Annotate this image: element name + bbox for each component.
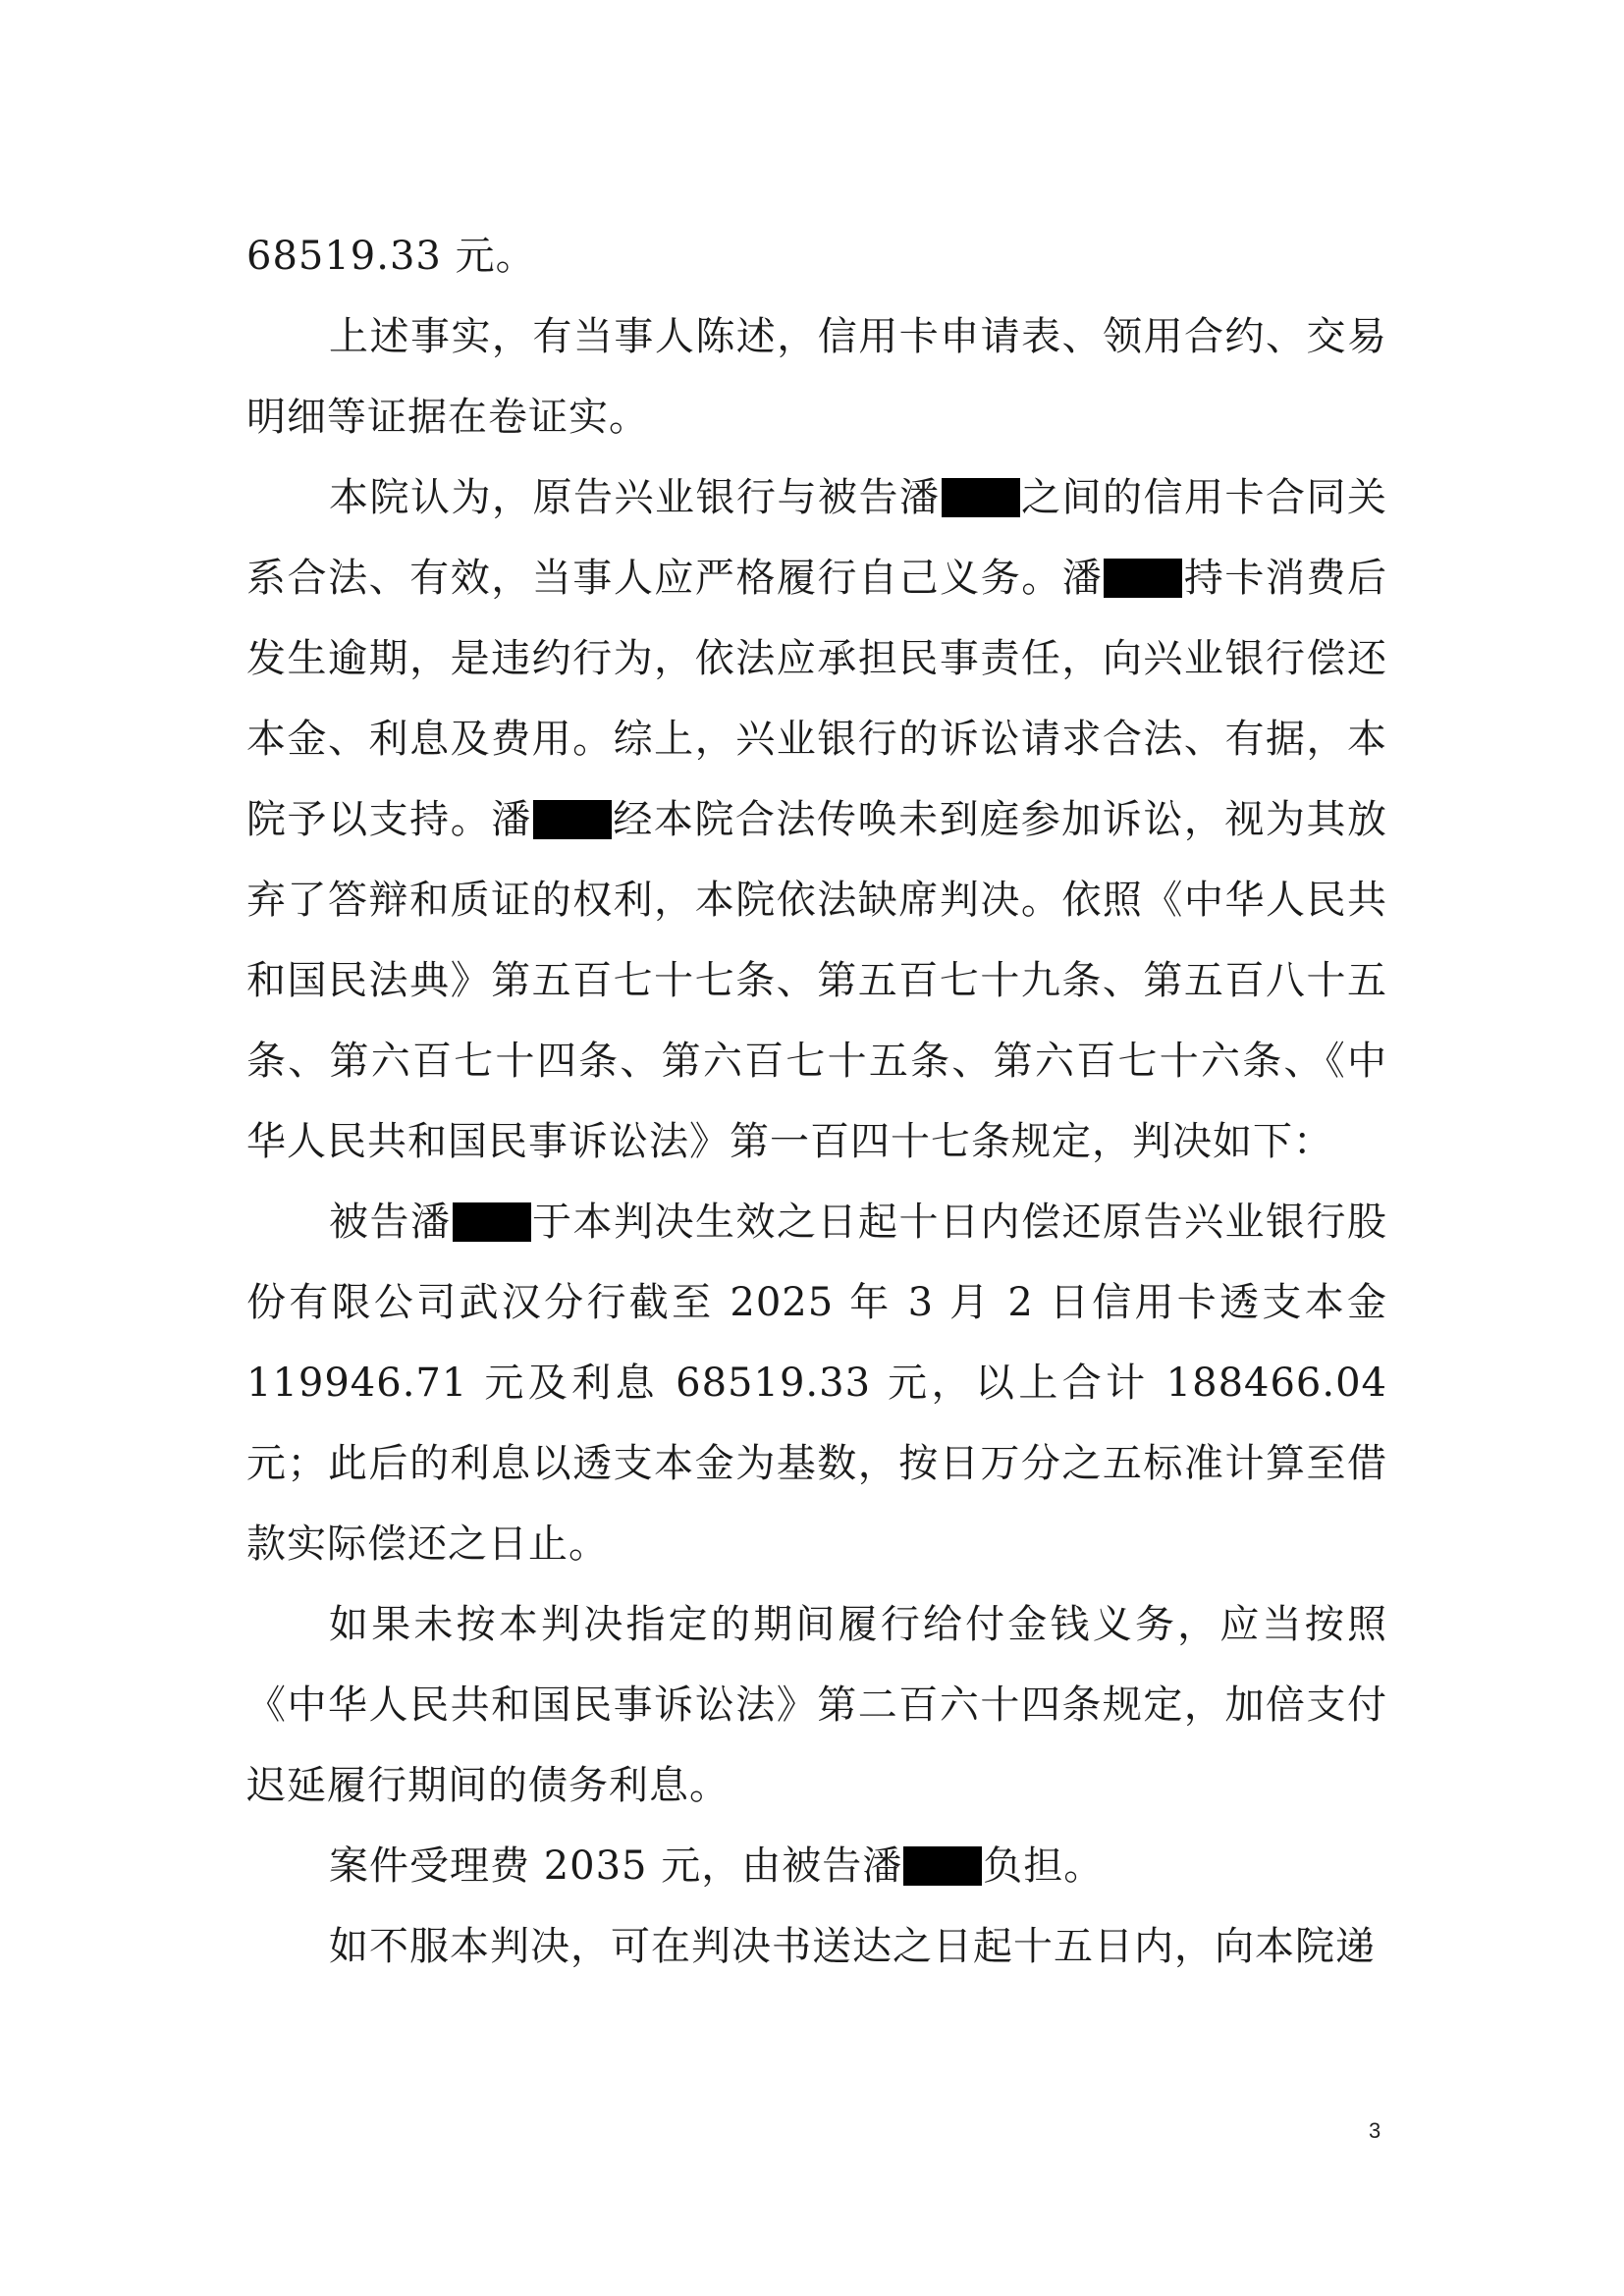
redaction-block <box>533 800 612 839</box>
text-segment: 负担。 <box>983 1843 1105 1889</box>
paragraph-late-payment <box>246 1584 1387 1826</box>
text-segment: 案件受理费 2035 元，由被告潘 <box>329 1843 903 1889</box>
paragraph-appeal <box>246 1906 1387 1987</box>
redaction-block <box>1104 559 1182 598</box>
paragraph-amount-continuation <box>246 216 1387 296</box>
paragraph-text: 如不服本判决，可在判决书送达之日起十五日内，向本院递 <box>329 1924 1376 1969</box>
paragraph-judgment <box>246 1182 1387 1584</box>
text-segment: 经本院合法传唤未到庭参加诉讼，视为其放弃了答辩和质证的权利，本院依法缺席判决。依照《中华人民共和国民法典》第五百七十七条、第五百七十九条、第五百八十五条、第六百七十四条、第六百七十五条、第六百七十六条、《中华人民共和国民事诉讼法》第一百四十七条规定，判决如下： <box>246 797 1388 1164</box>
redaction-block <box>453 1202 531 1242</box>
text-segment: 之间的信用卡合同关系合法、有效，当事人应严格履行自己义务。潘 <box>246 475 1387 601</box>
text-segment: 被告潘 <box>329 1200 452 1245</box>
paragraph-case-fee <box>246 1826 1387 1906</box>
text-segment: 持卡消费后发生逾期，是违约行为，依法应承担民事责任，向兴业银行偿还本金、利息及费用。综上，兴业银行的诉讼请求合法、有据，本院予以支持。潘 <box>246 556 1388 842</box>
paragraph-text: 上述事实，有当事人陈述，信用卡申请表、领用合约、交易明细等证据在卷证实。 <box>246 314 1387 440</box>
page-number: 3 <box>1369 2118 1381 2143</box>
paragraph-court-opinion <box>246 457 1387 1182</box>
paragraph-text: 68519.33 元。 <box>246 234 536 279</box>
document-body <box>246 216 1387 1987</box>
redaction-block <box>903 1846 982 1886</box>
paragraph-text: 如果未按本判决指定的期间履行给付金钱义务，应当按照《中华人民共和国民事诉讼法》第二百六十四条规定，加倍支付迟延履行期间的债务利息。 <box>246 1602 1387 1808</box>
paragraph-evidence <box>246 296 1387 457</box>
text-segment: 本院认为，原告兴业银行与被告潘 <box>329 475 941 520</box>
redaction-block <box>942 478 1020 517</box>
text-segment: 于本判决生效之日起十日内偿还原告兴业银行股份有限公司武汉分行截至 2025 年 3 月 2 日信用卡透支本金 119946.71 元及利息 68519.33 元，以上合计 188466.04 元；此后的利息以透支本金为基数，按日万分之五标准计算至借款实际偿还之日止。 <box>246 1200 1387 1567</box>
